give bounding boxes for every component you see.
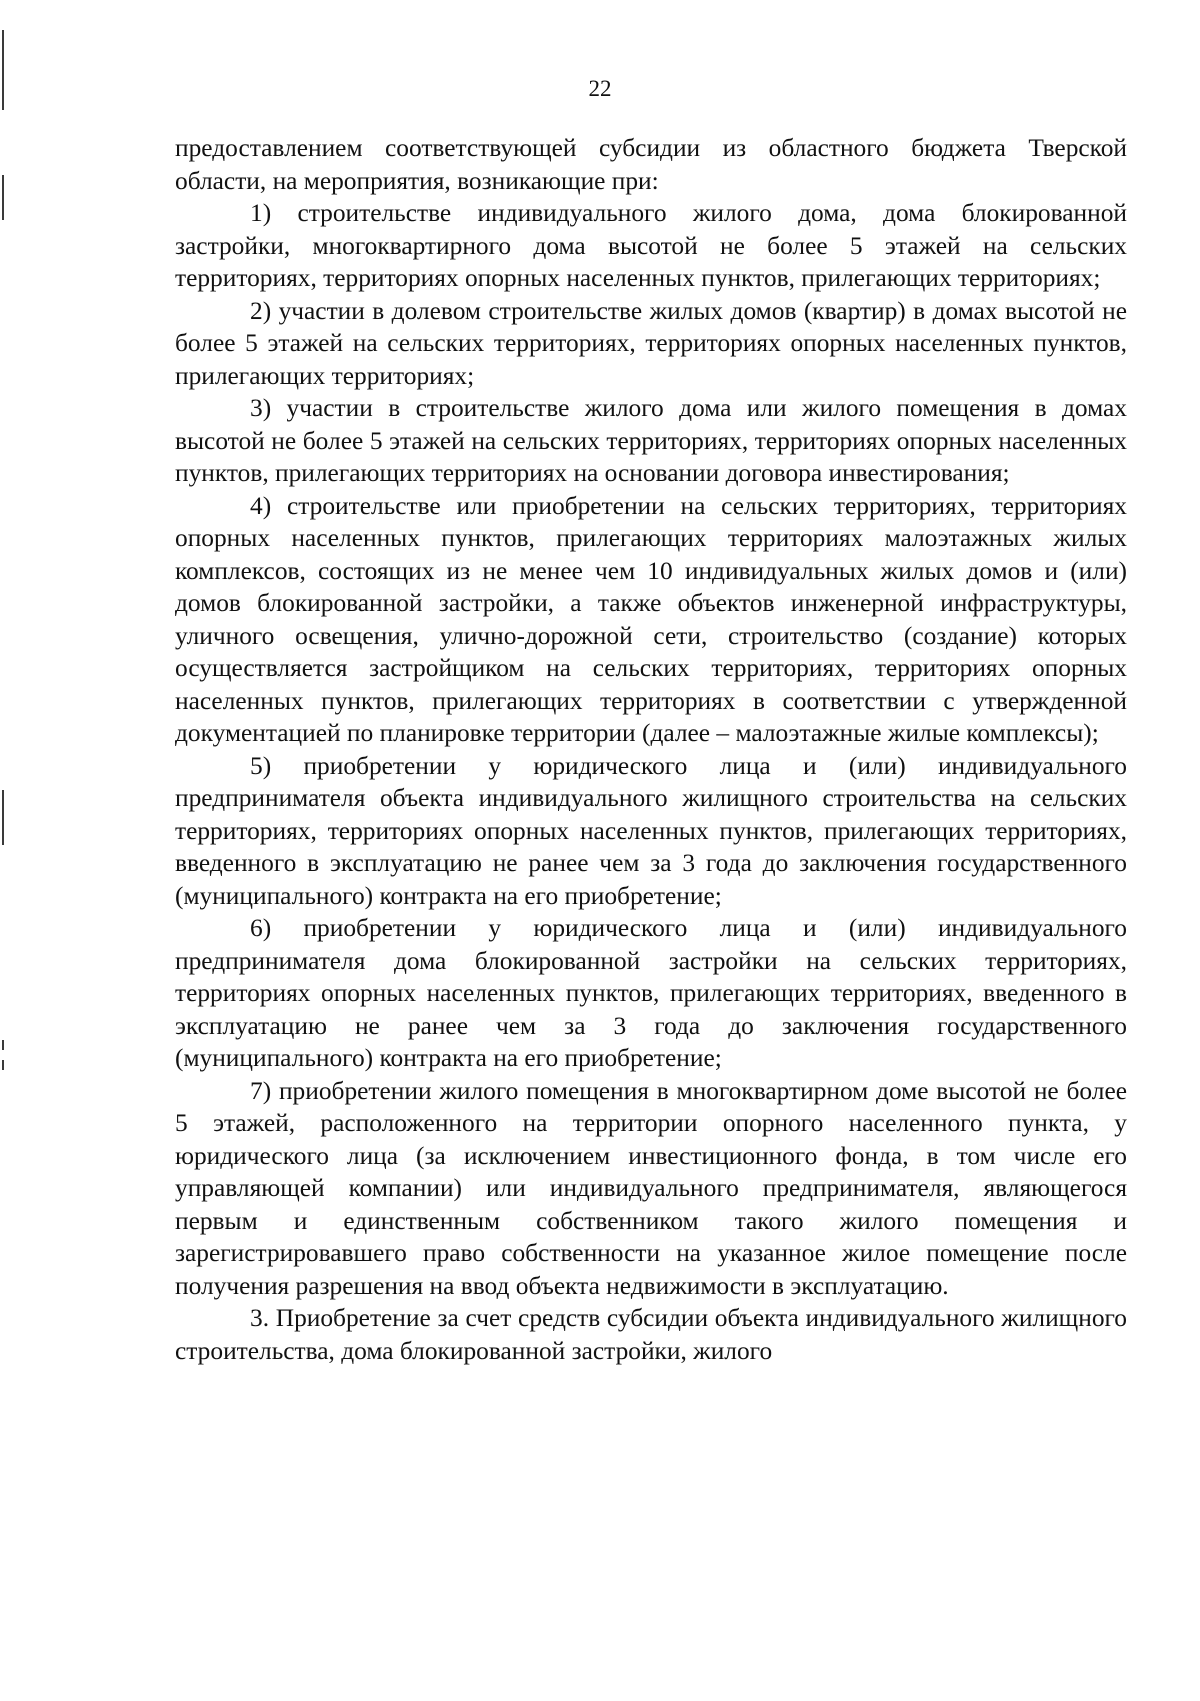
list-item-6: 6) приобретении у юридического лица и (или) индивидуального предпринимателя дома блокированной застройки на сельских территориях, территориях опорных населенных пунктов, прилегающих территориях, введенного в эксплуатацию не ранее чем за 3 года до заключения государственного (муниципального) контракта на его приобретение; — [175, 914, 1127, 1072]
page-number: 22 — [588, 76, 612, 101]
paragraph-continuation: предоставлением соответствующей субсидии из областного бюджета Тверской области, на мероприятия, возникающие при: — [175, 134, 1127, 195]
list-item-2: 2) участии в долевом строительстве жилых домов (квартир) в домах высотой не более 5 этажей на сельских территориях, территориях опорных населенных пунктов, прилегающих территориях; — [175, 296, 1127, 390]
section-3-paragraph: 3. Приобретение за счет средств субсидии объекта индивидуального жилищного строительства, дома блокированной застройки, жилого — [175, 1304, 1127, 1365]
scan-edge-mark — [2, 1060, 4, 1070]
list-item-5: 5) приобретении у юридического лица и (или) индивидуального предпринимателя объекта индивидуального жилищного строительства на сельских территориях, территориях опорных населенных пунктов, прилегающих территориях, введенного в эксплуатацию не ранее чем за 3 года до заключения государственного (муниципального) контракта на его приобретение; — [175, 751, 1127, 910]
list-item-4: 4) строительстве или приобретении на сельских территориях, территориях опорных населенных пунктов, прилегающих территориях малоэтажных жилых комплексов, состоящих из не менее чем 10 индивидуальных жилых домов и (или) домов блокированной застройки, а также объектов инженерной инфраструктуры, уличного освещения, улично-дорожной сети, строительство (создание) которых осуществляется застройщиком на сельских территориях, территориях опорных населенных пунктов, прилегающих территориях в соответствии с утвержденной документацией по планировке территории (далее – малоэтажные жилые комплексы); — [175, 491, 1127, 747]
scan-edge-mark — [2, 1040, 4, 1050]
document-body — [175, 132, 1127, 1367]
list-item-1: 1) строительстве индивидуального жилого дома, дома блокированной застройки, многоквартирного дома высотой не более 5 этажей на сельских территориях, территориях опорных населенных пунктов, прилегающих территориях; — [175, 199, 1127, 292]
scan-edge-mark — [2, 790, 4, 845]
list-item-3: 3) участии в строительстве жилого дома или жилого помещения в домах высотой не более 5 этажей на сельских территориях, территориях опорных населенных пунктов, прилегающих территориях на основании договора инвестирования; — [175, 394, 1127, 487]
scan-edge-mark — [2, 175, 4, 220]
list-item-7: 7) приобретении жилого помещения в многоквартирном доме высотой не более 5 этажей, расположенного на территории опорного населенного пункта, у юридического лица (за исключением инвестиционного фонда, в том числе его управляющей компании) или индивидуального предпринимателя, являющегося первым и единственным собственником такого жилого помещения и зарегистрировавшего право собственности на указанное жилое помещение после получения разрешения на ввод объекта недвижимости в эксплуатацию. — [175, 1076, 1127, 1300]
